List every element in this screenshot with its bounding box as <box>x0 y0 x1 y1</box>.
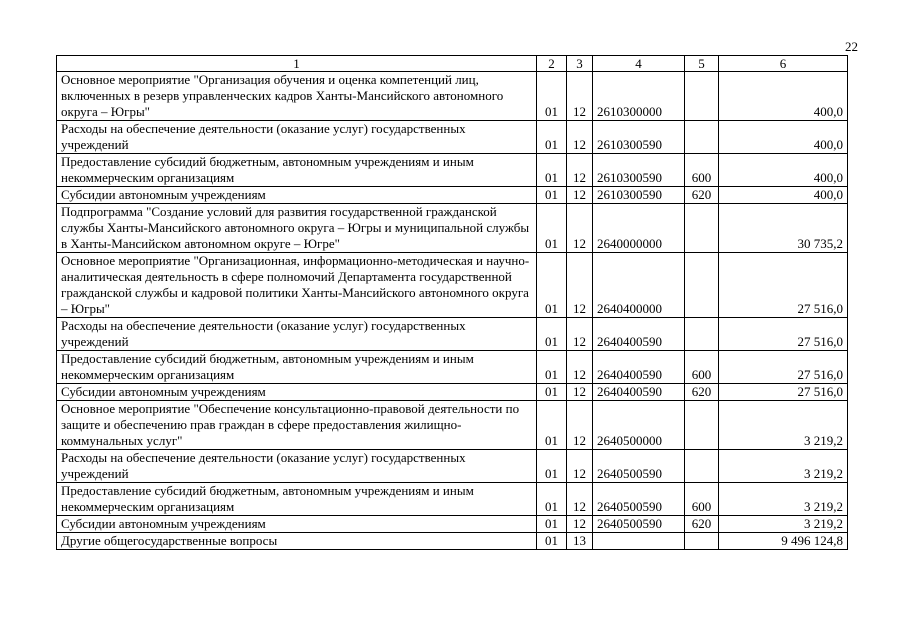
header-cell-3: 3 <box>567 56 593 72</box>
table-row <box>57 187 848 204</box>
cell-target-article: 2640400590 <box>593 318 685 351</box>
cell-row-name: Основное мероприятие "Обеспечение консультационно-правовой деятельности по защите и обеспечению прав граждан в сфере предоставления жилищно-коммунальных услуг" <box>57 401 537 450</box>
cell-expense-type <box>685 533 719 550</box>
cell-section-code: 01 <box>537 384 567 401</box>
table-row <box>57 204 848 253</box>
cell-expense-type <box>685 72 719 121</box>
cell-subsection-code: 13 <box>567 533 593 550</box>
cell-row-name: Субсидии автономным учреждениям <box>57 187 537 204</box>
table-row <box>57 384 848 401</box>
cell-section-code: 01 <box>537 401 567 450</box>
cell-target-article: 2610300590 <box>593 187 685 204</box>
cell-amount: 3 219,2 <box>719 450 848 483</box>
cell-section-code: 01 <box>537 533 567 550</box>
cell-amount: 3 219,2 <box>719 483 848 516</box>
table-row <box>57 121 848 154</box>
table-row <box>57 318 848 351</box>
cell-expense-type <box>685 401 719 450</box>
cell-row-name: Подпрограмма "Создание условий для развития государственной гражданской службы Ханты-Мансийского автономного округа – Югры и муниципальной службы в Ханты-Мансийском автономном округе – Югре" <box>57 204 537 253</box>
cell-target-article: 2640400590 <box>593 351 685 384</box>
cell-expense-type <box>685 450 719 483</box>
table-row <box>57 516 848 533</box>
cell-amount: 400,0 <box>719 72 848 121</box>
cell-expense-type <box>685 121 719 154</box>
cell-amount: 400,0 <box>719 121 848 154</box>
cell-subsection-code: 12 <box>567 384 593 401</box>
budget-table <box>56 55 848 550</box>
cell-expense-type: 600 <box>685 351 719 384</box>
header-cell-6: 6 <box>719 56 848 72</box>
cell-subsection-code: 12 <box>567 401 593 450</box>
cell-target-article: 2640400000 <box>593 253 685 318</box>
header-cell-4: 4 <box>593 56 685 72</box>
table-row <box>57 72 848 121</box>
cell-row-name: Другие общегосударственные вопросы <box>57 533 537 550</box>
cell-subsection-code: 12 <box>567 187 593 204</box>
cell-subsection-code: 12 <box>567 154 593 187</box>
page-number: 22 <box>845 39 858 54</box>
cell-subsection-code: 12 <box>567 318 593 351</box>
cell-expense-type <box>685 318 719 351</box>
cell-row-name: Основное мероприятие "Организационная, информационно-методическая и научно-аналитическая деятельность в сфере полномочий Департамента государственной гражданской службы и кадровой политики Ханты-Мансийского автономного округа – Югры" <box>57 253 537 318</box>
cell-subsection-code: 12 <box>567 483 593 516</box>
cell-expense-type: 620 <box>685 187 719 204</box>
cell-amount: 3 219,2 <box>719 516 848 533</box>
table-row <box>57 401 848 450</box>
cell-subsection-code: 12 <box>567 450 593 483</box>
cell-section-code: 01 <box>537 154 567 187</box>
cell-section-code: 01 <box>537 253 567 318</box>
cell-amount: 400,0 <box>719 154 848 187</box>
cell-target-article: 2610300590 <box>593 154 685 187</box>
cell-row-name: Предоставление субсидий бюджетным, автономным учреждениям и иным некоммерческим организациям <box>57 154 537 187</box>
cell-row-name: Предоставление субсидий бюджетным, автономным учреждениям и иным некоммерческим организациям <box>57 351 537 384</box>
cell-subsection-code: 12 <box>567 253 593 318</box>
cell-amount: 27 516,0 <box>719 384 848 401</box>
cell-amount: 27 516,0 <box>719 253 848 318</box>
cell-expense-type <box>685 204 719 253</box>
cell-target-article: 2640400590 <box>593 384 685 401</box>
cell-amount: 27 516,0 <box>719 351 848 384</box>
cell-row-name: Предоставление субсидий бюджетным, автономным учреждениям и иным некоммерческим организациям <box>57 483 537 516</box>
table-row <box>57 154 848 187</box>
cell-expense-type: 620 <box>685 516 719 533</box>
cell-subsection-code: 12 <box>567 72 593 121</box>
table-row <box>57 483 848 516</box>
cell-section-code: 01 <box>537 483 567 516</box>
cell-section-code: 01 <box>537 121 567 154</box>
cell-row-name: Основное мероприятие "Организация обучения и оценка компетенций лиц, включенных в резерв управленческих кадров Ханты-Мансийского автономного округа – Югры" <box>57 72 537 121</box>
cell-row-name: Расходы на обеспечение деятельности (оказание услуг) государственных учреждений <box>57 318 537 351</box>
cell-amount: 27 516,0 <box>719 318 848 351</box>
header-cell-1: 1 <box>57 56 537 72</box>
cell-subsection-code: 12 <box>567 204 593 253</box>
table-row <box>57 450 848 483</box>
cell-target-article: 2640500590 <box>593 516 685 533</box>
cell-section-code: 01 <box>537 72 567 121</box>
header-cell-2: 2 <box>537 56 567 72</box>
cell-expense-type: 600 <box>685 483 719 516</box>
cell-expense-type: 600 <box>685 154 719 187</box>
cell-section-code: 01 <box>537 516 567 533</box>
cell-target-article: 2640500000 <box>593 401 685 450</box>
cell-row-name: Субсидии автономным учреждениям <box>57 516 537 533</box>
cell-amount: 30 735,2 <box>719 204 848 253</box>
cell-target-article <box>593 533 685 550</box>
cell-row-name: Расходы на обеспечение деятельности (оказание услуг) государственных учреждений <box>57 121 537 154</box>
cell-subsection-code: 12 <box>567 121 593 154</box>
table-row <box>57 253 848 318</box>
cell-amount: 9 496 124,8 <box>719 533 848 550</box>
header-row <box>57 56 848 72</box>
cell-target-article: 2640000000 <box>593 204 685 253</box>
cell-target-article: 2640500590 <box>593 483 685 516</box>
cell-target-article: 2610300590 <box>593 121 685 154</box>
cell-expense-type: 620 <box>685 384 719 401</box>
cell-section-code: 01 <box>537 187 567 204</box>
cell-row-name: Расходы на обеспечение деятельности (оказание услуг) государственных учреждений <box>57 450 537 483</box>
cell-subsection-code: 12 <box>567 351 593 384</box>
table-body <box>57 72 848 550</box>
cell-expense-type <box>685 253 719 318</box>
cell-section-code: 01 <box>537 450 567 483</box>
table-row <box>57 351 848 384</box>
header-cell-5: 5 <box>685 56 719 72</box>
cell-section-code: 01 <box>537 351 567 384</box>
cell-section-code: 01 <box>537 204 567 253</box>
table-row <box>57 533 848 550</box>
cell-amount: 3 219,2 <box>719 401 848 450</box>
cell-row-name: Субсидии автономным учреждениям <box>57 384 537 401</box>
cell-target-article: 2640500590 <box>593 450 685 483</box>
cell-section-code: 01 <box>537 318 567 351</box>
cell-subsection-code: 12 <box>567 516 593 533</box>
cell-target-article: 2610300000 <box>593 72 685 121</box>
cell-amount: 400,0 <box>719 187 848 204</box>
